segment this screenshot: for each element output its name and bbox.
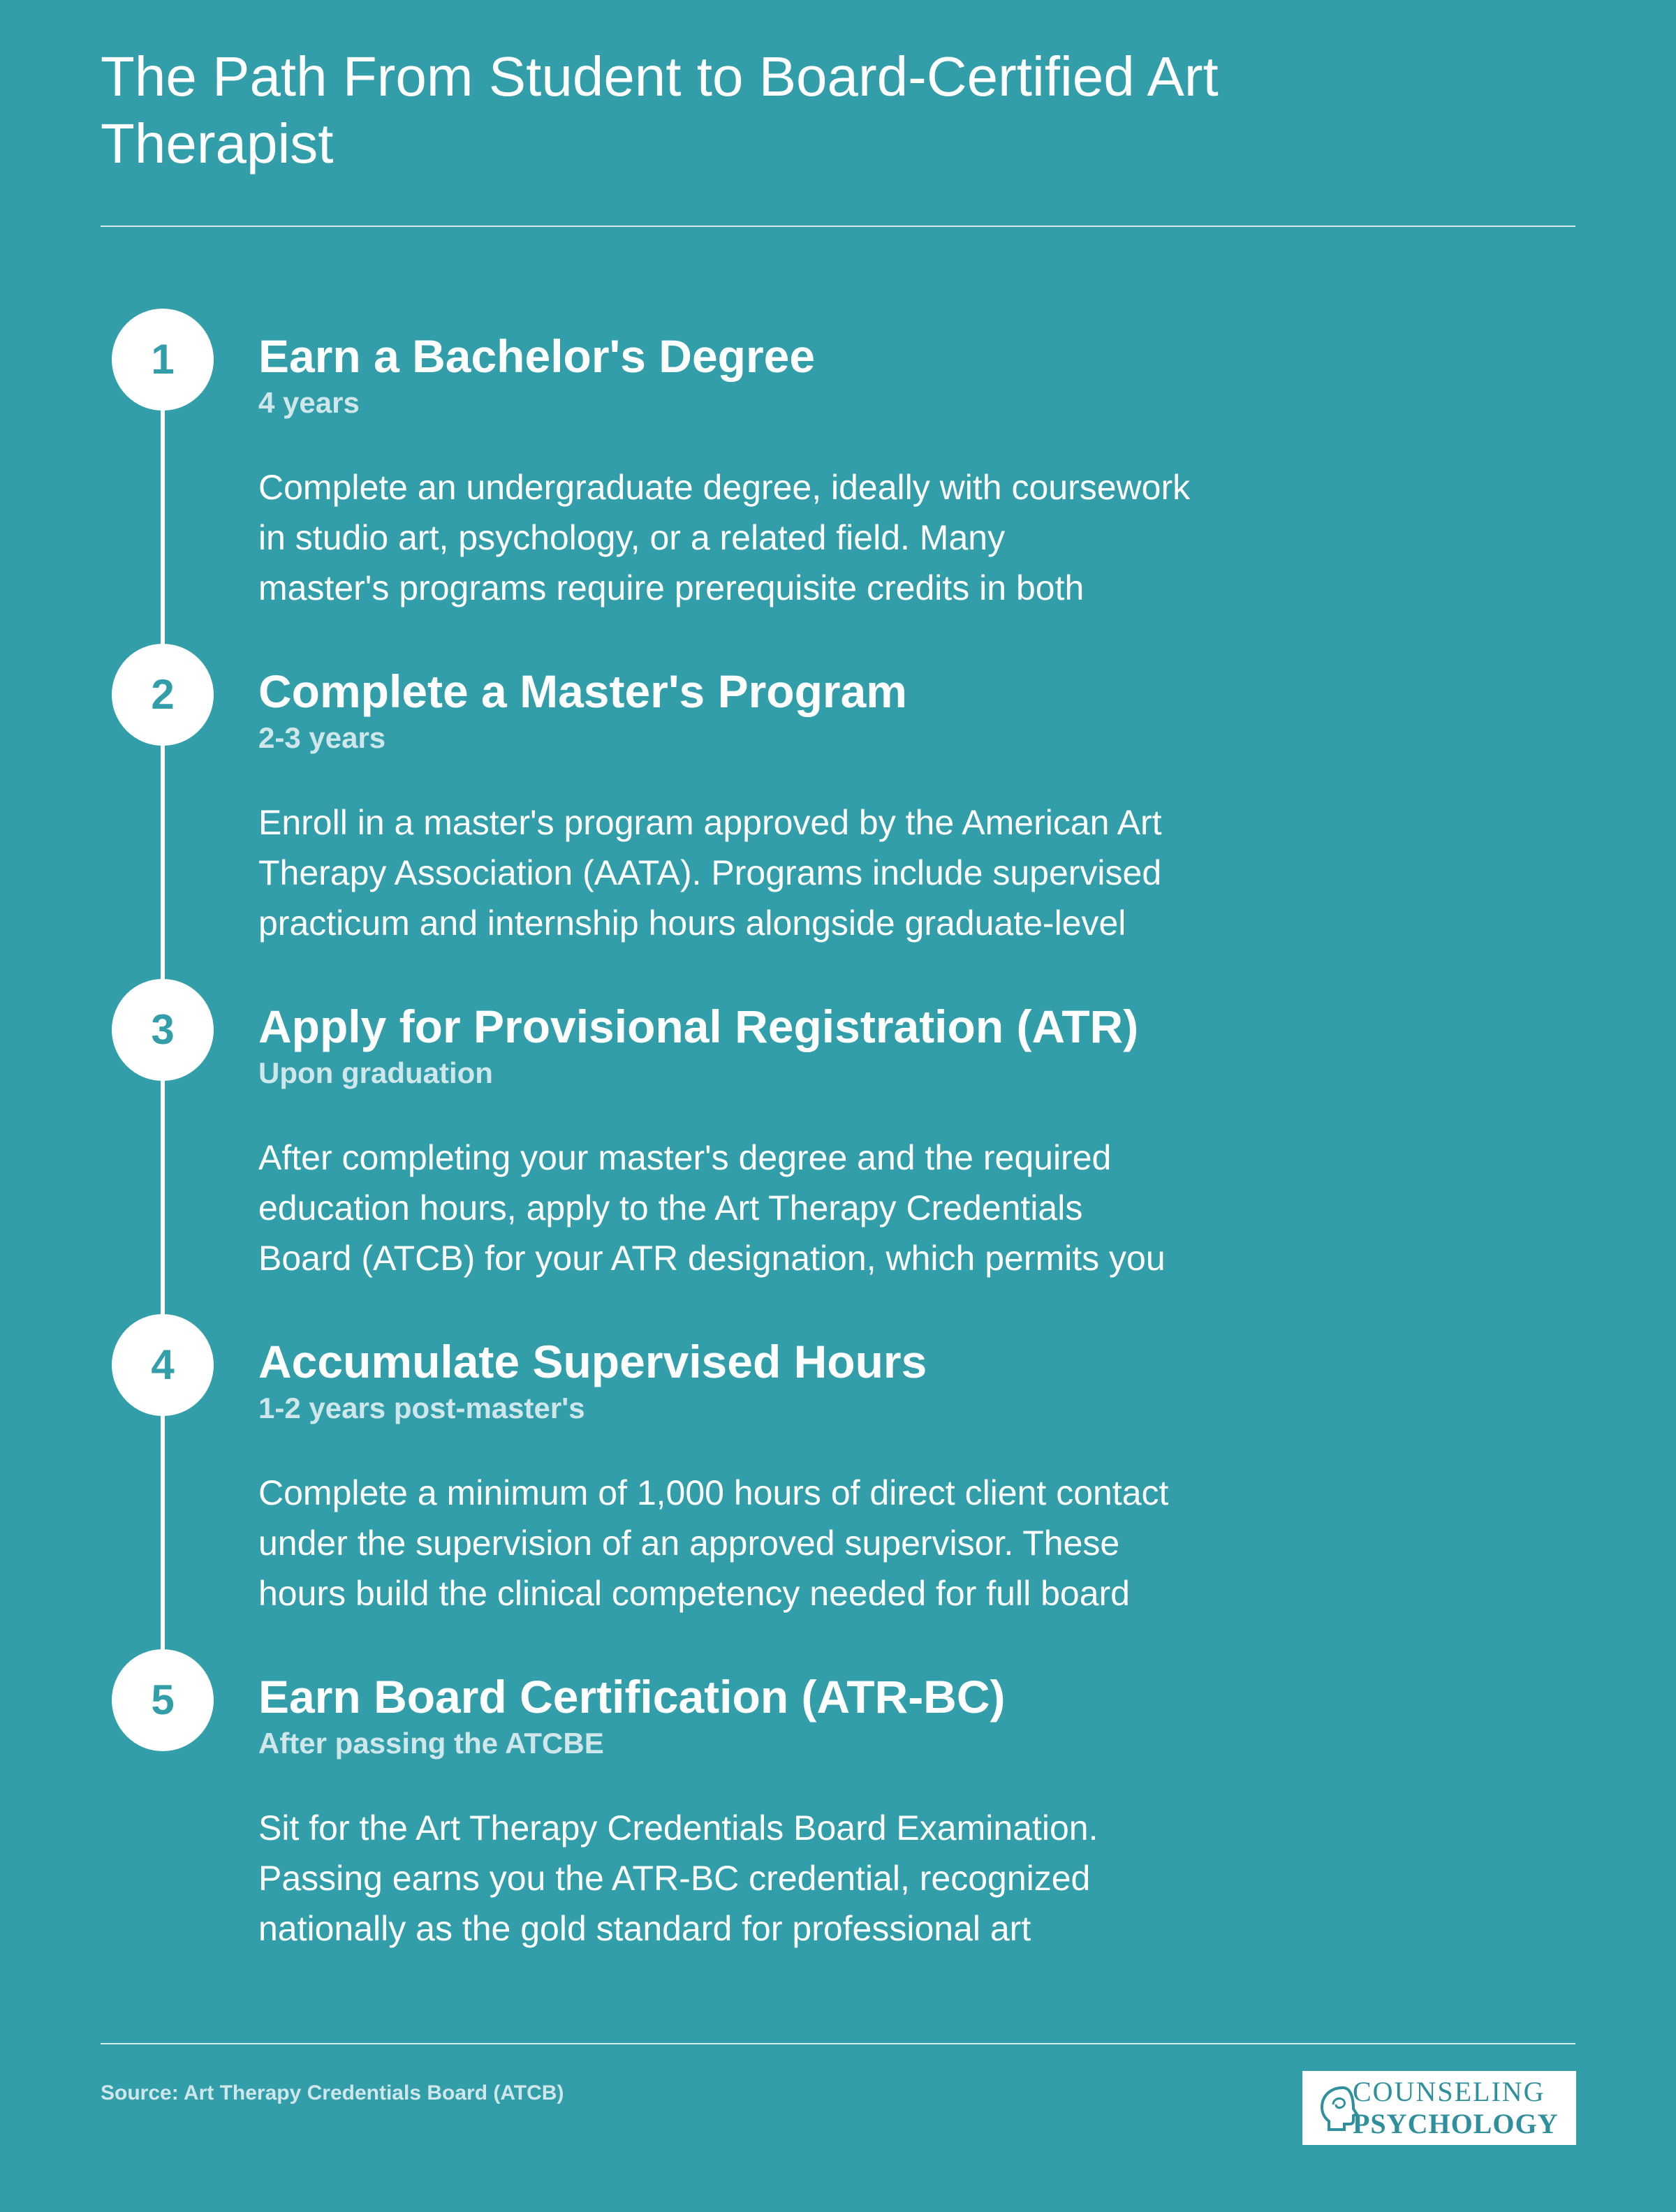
step-title: Earn Board Certification (ATR-BC) <box>258 1671 1006 1723</box>
bottom-divider <box>101 2043 1575 2044</box>
description-line: Board (ATCB) for your ATR designation, which permits you <box>258 1239 1166 1278</box>
step-title: Apply for Provisional Registration (ATR) <box>258 1001 1139 1052</box>
step-description <box>258 1803 1348 1954</box>
step-title: Complete a Master's Program <box>258 665 907 717</box>
description-line: in studio art, psychology, or a related field. Many <box>258 518 1006 557</box>
counseling-psychology-logo[interactable] <box>1302 2071 1576 2145</box>
step-number-circle: 1 <box>112 309 214 411</box>
description-line: Complete a minimum of 1,000 hours of direct client contact <box>258 1473 1169 1512</box>
step-number-circle: 4 <box>112 1314 214 1416</box>
description-line: master's programs require prerequisite credits in both <box>258 568 1085 607</box>
source-citation: Source: Art Therapy Credentials Board (ATCB) <box>101 2081 564 2104</box>
description-line: nationally as the gold standard for professional art <box>258 1909 1031 1948</box>
description-line: Therapy Association (AATA). Programs include supervised <box>258 853 1162 892</box>
description-line: After completing your master's degree and the required <box>258 1138 1112 1177</box>
step-duration: 1-2 years post-master's <box>258 1392 585 1424</box>
step-number-circle: 5 <box>112 1649 214 1751</box>
step-duration: After passing the ATCBE <box>258 1727 604 1760</box>
step-description <box>258 797 1348 948</box>
description-line: practicum and internship hours alongside graduate-level <box>258 904 1126 943</box>
description-line: Complete an undergraduate degree, ideally with coursework <box>258 468 1191 507</box>
step-description <box>258 462 1348 613</box>
step-duration: 4 years <box>258 386 360 419</box>
step-title: Earn a Bachelor's Degree <box>258 330 816 382</box>
step-description <box>258 1468 1348 1619</box>
description-line: under the supervision of an approved supervisor. These <box>258 1524 1120 1563</box>
description-line: Passing earns you the ATR-BC credential, recognized <box>258 1859 1091 1898</box>
step-number-circle: 2 <box>112 644 214 746</box>
description-line: education hours, apply to the Art Therapy Credentials <box>258 1188 1083 1227</box>
logo-text-counseling: COUNSELING <box>1353 2076 1545 2107</box>
page-title: The Path From Student to Board-Certified Art Therapist <box>101 45 1219 175</box>
top-divider <box>101 226 1575 227</box>
step-number-circle: 3 <box>112 979 214 1081</box>
step-duration: 2-3 years <box>258 721 386 754</box>
description-line: hours build the clinical competency needed for full board <box>258 1574 1130 1613</box>
step-description <box>258 1133 1348 1283</box>
description-line: Sit for the Art Therapy Credentials Board Examination. <box>258 1808 1098 1848</box>
logo-text-psychology: PSYCHOLOGY <box>1353 2108 1559 2139</box>
step-title: Accumulate Supervised Hours <box>258 1336 927 1387</box>
description-line: Enroll in a master's program approved by the American Art <box>258 803 1162 842</box>
step-duration: Upon graduation <box>258 1056 493 1089</box>
